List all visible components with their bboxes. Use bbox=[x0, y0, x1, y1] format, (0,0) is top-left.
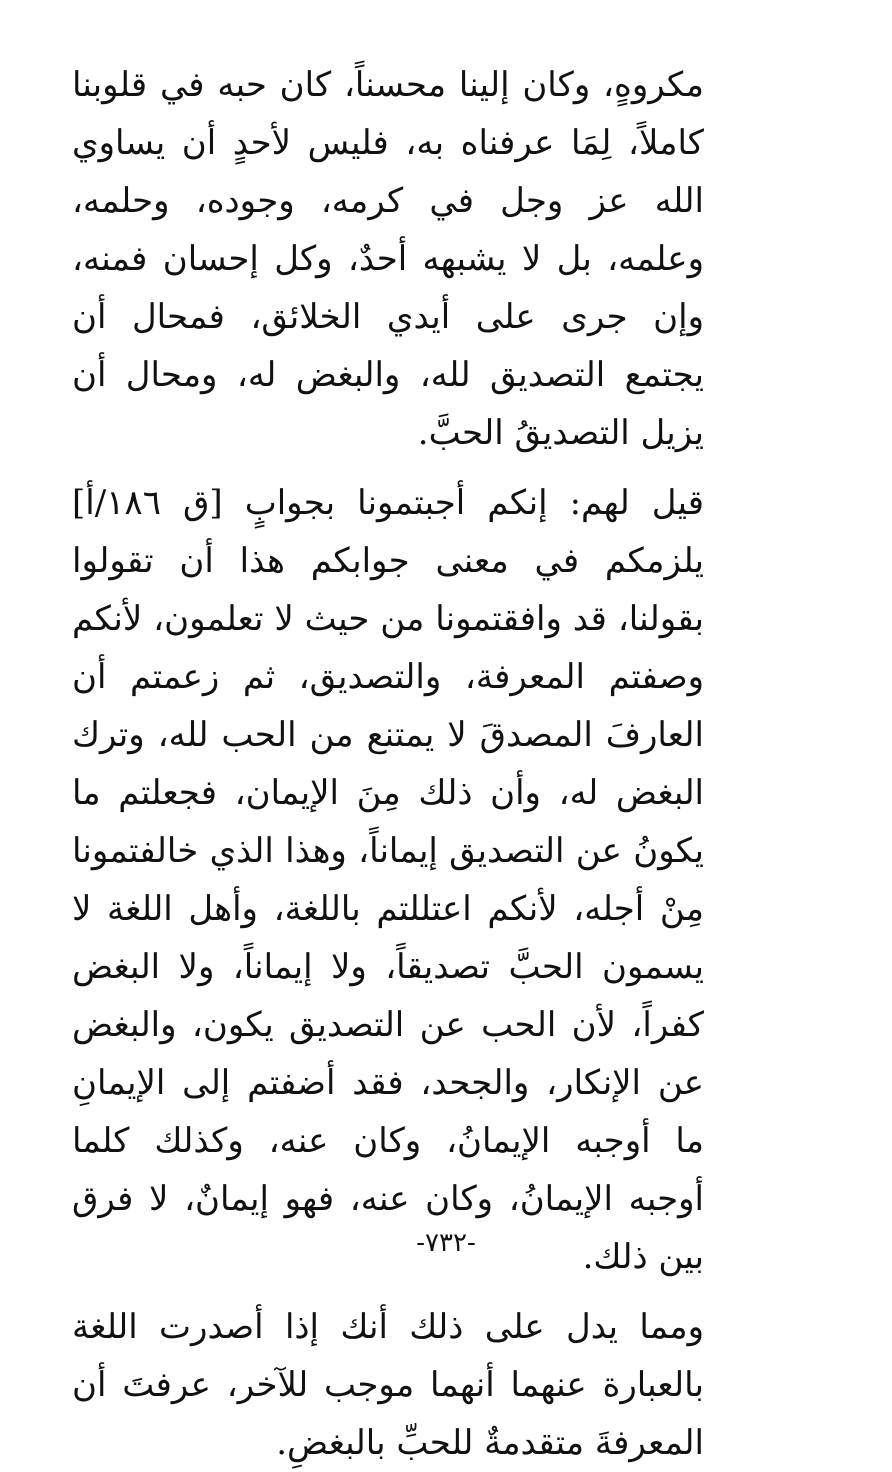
page-body bbox=[72, 56, 704, 1472]
paragraph-3: ومما يدل على ذلك أنك إذا أصدرت اللغة بالعبارة عنهما أنهما موجب للآخر، عرفتَ أن المعرفةَ متقدمةٌ للحبِّ بالبغضِ. bbox=[72, 1307, 704, 1463]
page-number: -٧٣٢- bbox=[416, 1228, 476, 1258]
paragraph-1: مكروهٍ، وكان إلينا محسناً، كان حبه في قلوبنا كاملاً، لِمَا عرفناه به، فليس لأحدٍ أن يساوي الله عز وجل في كرمه، وجوده، وحلمه، وعلمه، بل لا يشبهه أحدٌ، وكل إحسان فمنه، وإن جرى على أيدي الخلائق، فمحال أن يجتمع التصديق لله، والبغض له، ومحال أن يزيل التصديقُ الحبَّ. bbox=[72, 65, 704, 453]
paragraph-2: قيل لهم: إنكم أجبتمونا بجوابٍ [ق ١٨٦/أ] يلزمكم في معنى جوابكم هذا أن تقولوا بقولنا، قد وافقتمونا من حيث لا تعلمون، لأنكم وصفتم المعرفة، والتصديق، ثم زعمتم أن العارفَ المصدقَ لا يمتنع من الحب لله، وترك البغض له، وأن ذلك مِنَ الإيمان، فجعلتم ما يكونُ عن التصديق إيماناً، وهذا الذي خالفتمونا مِنْ أجله، لأنكم اعتللتم باللغة، وأهل اللغة لا يسمون الحبَّ تصديقاً، ولا إيماناً، ولا البغض كفراً، لأن الحب عن التصديق يكون، والبغض عن الإنكار، والجحد، فقد أضفتم إلى الإيمانِ ما أوجبه الإيمانُ، وكان عنه، وكذلك كلما أوجبه الإيمانُ، وكان عنه، فهو إيمانٌ، لا فرق بين ذلك. bbox=[72, 483, 704, 1277]
